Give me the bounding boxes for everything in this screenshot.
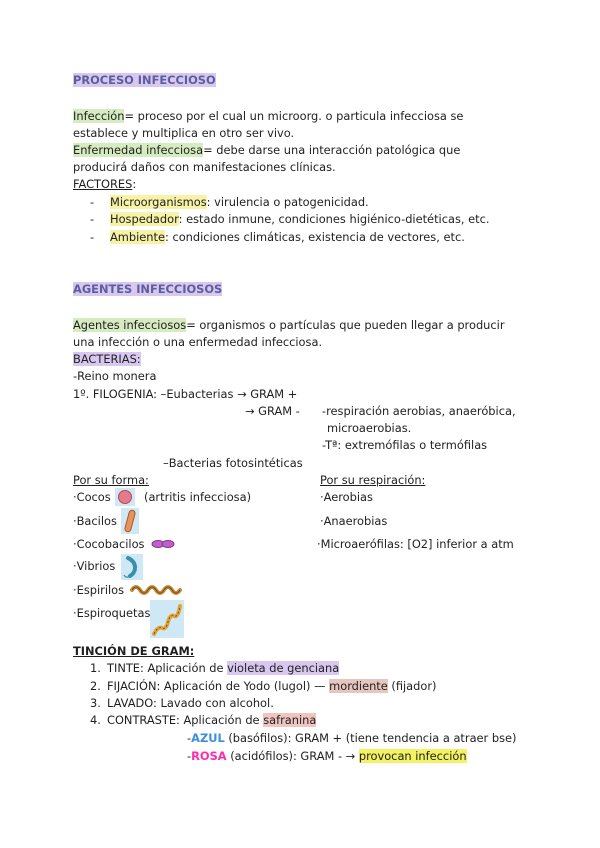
forma-item: ·Vibrios bbox=[73, 559, 116, 573]
azul-line: -AZUL (basófilos): GRAM + (tiene tendencia a atraer bse) bbox=[187, 731, 517, 745]
respiracion-header: Por su respiración: bbox=[320, 473, 426, 487]
infeccion-line-1 bbox=[73, 108, 463, 124]
gram-step: 3. LAVADO: Lavado con alcohol. bbox=[90, 696, 274, 710]
rosa-label: ROSA bbox=[191, 749, 227, 763]
spirochete-icon bbox=[150, 600, 184, 638]
respiracion-item: ·Microaerófilas: [O2] inferior a atm bbox=[317, 537, 514, 551]
enfermedad-def: = debe darse una interacción patológica que bbox=[203, 143, 461, 157]
gram-minus: → GRAM - bbox=[245, 404, 300, 418]
bacillus-icon bbox=[121, 508, 139, 534]
enfermedad-term: Enfermedad infecciosa bbox=[73, 143, 204, 157]
section-title-tincion: TINCIÓN DE GRAM: bbox=[73, 644, 195, 658]
gram-step: 2. FIJACIÓN: Aplicación de Yodo (lugol) — mordiente (fijador) bbox=[90, 679, 437, 693]
agentes-line-1: Agentes infecciosos= organismos o partículas que pueden llegar a producir bbox=[73, 318, 505, 332]
agentes-term: Agentes infecciosos bbox=[73, 318, 187, 332]
forma-item: ·Cocobacilos bbox=[73, 537, 145, 551]
respiracion-line-1: -respiración aerobias, anaeróbica, bbox=[322, 404, 516, 418]
coccobacillus-icon bbox=[151, 537, 175, 551]
factor-item: - Hospedador: estado inmune, condiciones higiénico-dietéticas, etc. bbox=[90, 212, 490, 226]
spirillum-icon bbox=[130, 582, 184, 598]
infeccion-def: = proceso por el cual un microorg. o particula infecciosa se bbox=[124, 109, 464, 123]
gram-step: 4. CONTRASTE: Aplicación de safranina bbox=[90, 713, 317, 727]
infeccion-term: Infección bbox=[73, 109, 125, 123]
enfermedad-line-2: producirá daños con manifestaciones clínicas. bbox=[73, 160, 336, 174]
filogenia-line: 1º. FILOGENIA: –Eubacterias → GRAM + bbox=[73, 387, 298, 401]
factor-item: - Ambiente: condiciones climáticas, existencia de vectores, etc. bbox=[90, 230, 465, 244]
forma-item: ·Cocos bbox=[73, 490, 111, 504]
vibrio-icon bbox=[121, 554, 143, 580]
rosa-line: -ROSA (acidófilos): GRAM - → provocan infección bbox=[187, 749, 467, 763]
respiracion-line-2: microaerobias. bbox=[327, 421, 412, 435]
section-title-text: PROCESO INFECCIOSO bbox=[73, 73, 216, 87]
agentes-line-2: una infección o una enfermedad infecciosa. bbox=[73, 335, 323, 349]
gram-step: 1. TINTE: Aplicación de violeta de genciana bbox=[90, 661, 340, 675]
azul-label: AZUL bbox=[191, 731, 225, 745]
factor-item: - Microorganismos: virulencia o patogenicidad. bbox=[90, 195, 369, 209]
section-title-text: AGENTES INFECCIOSOS bbox=[73, 282, 223, 296]
section-title-proceso bbox=[73, 72, 216, 88]
section-title-agentes bbox=[73, 281, 222, 297]
reino-line: -Reino monera bbox=[73, 369, 157, 383]
enfermedad-line-1 bbox=[73, 142, 460, 158]
forma-extra: (artritis infecciosa) bbox=[144, 490, 252, 504]
fotosinteticas-line: –Bacterias fotosintéticas bbox=[163, 456, 303, 470]
forma-item: ·Espirilos bbox=[73, 583, 125, 597]
infeccion-line-2: establece y multiplica en otro ser vivo. bbox=[73, 126, 295, 140]
forma-header: Por su forma: bbox=[73, 473, 149, 487]
factores-label: FACTORES: bbox=[73, 177, 137, 191]
respiracion-item: ·Aerobias bbox=[320, 490, 373, 504]
temp-line: -Tª: extremófilas o termófilas bbox=[322, 438, 488, 452]
forma-item: ·Espiroquetas bbox=[73, 606, 151, 620]
respiracion-item: ·Anaerobias bbox=[320, 514, 388, 528]
coccus-icon bbox=[115, 488, 135, 506]
forma-item: ·Bacilos bbox=[73, 514, 117, 528]
bacterias-label: BACTERIAS: bbox=[73, 352, 141, 366]
provocan-infeccion-highlight: provocan infección bbox=[358, 749, 467, 763]
